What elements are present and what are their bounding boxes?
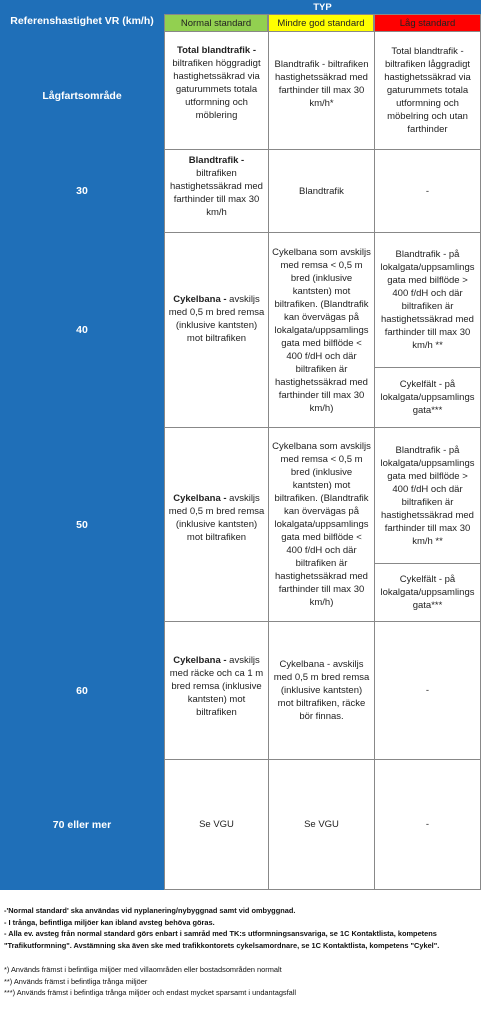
footnote-line: **) Används främst i befintliga trånga miljöer <box>4 976 148 986</box>
cell-lag-60 <box>374 622 481 760</box>
speed-value: Lågfartsområde <box>42 89 122 102</box>
speed-value: 40 <box>76 324 88 336</box>
col-header-normal-label: Normal standard <box>180 17 252 29</box>
speed-value: 30 <box>76 185 88 197</box>
cell-normal-50 <box>164 428 268 622</box>
cell-text: Blandtrafik <box>299 185 344 197</box>
speed-header <box>0 0 164 42</box>
note-line: - I trånga, befintliga miljöer kan ibland avsteg behöva göras. <box>4 917 215 927</box>
cell-text: Blandtrafik - på lokalgata/uppsamlings gata med bilflöde > 400 f/dH och där biltrafiken är hastighetssäkrad med farthinder till max 30 km/h ** <box>380 249 475 351</box>
cell-text: Cykelfält - på lokalgata/uppsamlings gata*** <box>380 574 475 611</box>
col-header-mindre-label: Mindre god standard <box>277 17 365 29</box>
speed-header-label: Referenshastighet VR (km/h) <box>10 14 154 27</box>
speed-label-50 <box>0 428 164 622</box>
cell-text: avskiljs med räcke och ca 1 m bred remsa (inklusive kantsten) mot biltrafiken <box>169 655 264 718</box>
cell-text: Cykelbana - avskiljs med 0,5 m bred remsa (inklusive kantsten) mot biltrafiken, räcke bör finnas. <box>273 659 370 722</box>
cell-text: - <box>425 685 430 696</box>
cell-normal-30 <box>164 150 268 233</box>
speed-value: 70 eller mer <box>52 818 112 831</box>
cell-normal-40 <box>164 233 268 428</box>
speed-label-70 <box>0 760 164 890</box>
cell-text: - <box>425 819 430 830</box>
typ-header <box>164 0 481 14</box>
cell-lag-50-a <box>374 428 481 564</box>
speed-label-30 <box>0 150 164 233</box>
cell-text: Se VGU <box>304 819 339 830</box>
speed-label-lagfart <box>0 42 164 150</box>
cell-text: avskiljs med 0,5 m bred remsa (inklusive kantsten) mot biltrafiken <box>168 493 265 543</box>
cell-text: avskiljs med 0,5 m bred remsa (inklusive kantsten) mot biltrafiken <box>168 294 265 344</box>
cell-mindre-40 <box>268 233 374 428</box>
cell-bold-title: Cykelbana - <box>173 655 227 666</box>
cell-normal-70 <box>164 760 268 890</box>
cell-normal-lagfart <box>164 32 268 150</box>
cell-lag-40-b <box>374 368 481 428</box>
notes-section <box>4 905 478 999</box>
cell-mindre-70 <box>268 760 374 890</box>
cell-lag-70 <box>374 760 481 890</box>
cell-mindre-50 <box>268 428 374 622</box>
cell-bold-title: Cykelbana - <box>173 294 227 305</box>
cell-text: - <box>425 185 430 197</box>
note-line: -'Normal standard' ska användas vid nyplanering/nybyggnad samt vid ombyggnad. <box>4 906 296 915</box>
cell-text: Se VGU <box>199 819 234 830</box>
footnote-line: ***) Används främst i befintliga trånga miljöer och endast mycket sparsamt i undantagsfall <box>4 988 297 997</box>
speed-label-60 <box>0 622 164 760</box>
cell-bold-title: Total blandtrafik - <box>177 45 256 56</box>
col-header-mindre <box>268 14 374 32</box>
col-header-lag-label: Låg standard <box>399 17 456 29</box>
cell-mindre-30 <box>268 150 374 233</box>
col-header-normal <box>164 14 268 32</box>
speed-value: 50 <box>76 518 88 531</box>
cell-lag-40-a <box>374 233 481 368</box>
note-line: "Trafikutformning". Avstämning ska även ske med trafikkontorets cykelsamordnare, se 1C Kontaktlista, kompetens "Cykel". <box>4 940 440 950</box>
speed-label-40 <box>0 233 164 428</box>
footnote-line: *) Används främst i befintliga miljöer med villaområden eller bostadsområden normalt <box>4 965 282 974</box>
speed-value: 60 <box>76 684 88 697</box>
cell-text: biltrafiken höggradigt hastighetssäkrad via gaturummets totala utformning och möblering <box>172 58 261 121</box>
cell-bold-title: Blandtrafik - <box>188 155 245 166</box>
typ-label: TYP <box>313 1 332 13</box>
cell-text: Blandtrafik - biltrafiken hastighetssäkrad med farthinder till max 30 km/h* <box>274 59 369 109</box>
cell-mindre-lagfart <box>268 32 374 150</box>
cell-lag-30 <box>374 150 481 233</box>
cell-normal-60 <box>164 622 268 760</box>
cell-text: Cykelfält - på lokalgata/uppsamlings gata*** <box>380 379 475 416</box>
cell-lag-lagfart <box>374 32 481 150</box>
note-line: - Alla ev. avsteg från normal standard görs enbart i samråd med TK:s utformningsansvariga, se 1C Kontaktlista, kompetens <box>4 929 437 938</box>
cell-text: biltrafiken hastighetssäkrad med farthinder till max 30 km/h <box>170 168 263 218</box>
cell-text: Cykelbana som avskiljs med remsa < 0,5 m bred (inklusive kantsten) mot biltrafiken. (Blandtrafik kan övervägas på lokalgata/uppsamlings gata med bilflöde < 400 f/dH och där biltrafiken är hastighetssäkrad med farthinder till max 30 km/h) <box>272 441 371 608</box>
cell-bold-title: Cykelbana - <box>173 493 227 504</box>
cell-text: Blandtrafik - på lokalgata/uppsamlings gata med bilflöde > 400 f/dH och där biltrafiken är hastighetssäkrad med farthinder till max 30 km/h ** <box>380 444 475 547</box>
col-header-lag <box>374 14 481 32</box>
cell-mindre-60 <box>268 622 374 760</box>
cell-text: Total blandtrafik - biltrafiken låggradigt hastighetssäkrad via gaturummets totala utformning och möbelring och utan farthinder <box>384 46 471 135</box>
cell-text: Cykelbana som avskiljs med remsa < 0,5 m bred (inklusive kantsten) mot biltrafiken. (Blandtrafik kan övervägas på lokalgata/uppsamlings gata med bilflöde < 400 f/dH och där biltrafiken är hastighetssäkrad med farthinder till max 30 km/h) <box>272 246 371 414</box>
cell-lag-50-b <box>374 564 481 622</box>
